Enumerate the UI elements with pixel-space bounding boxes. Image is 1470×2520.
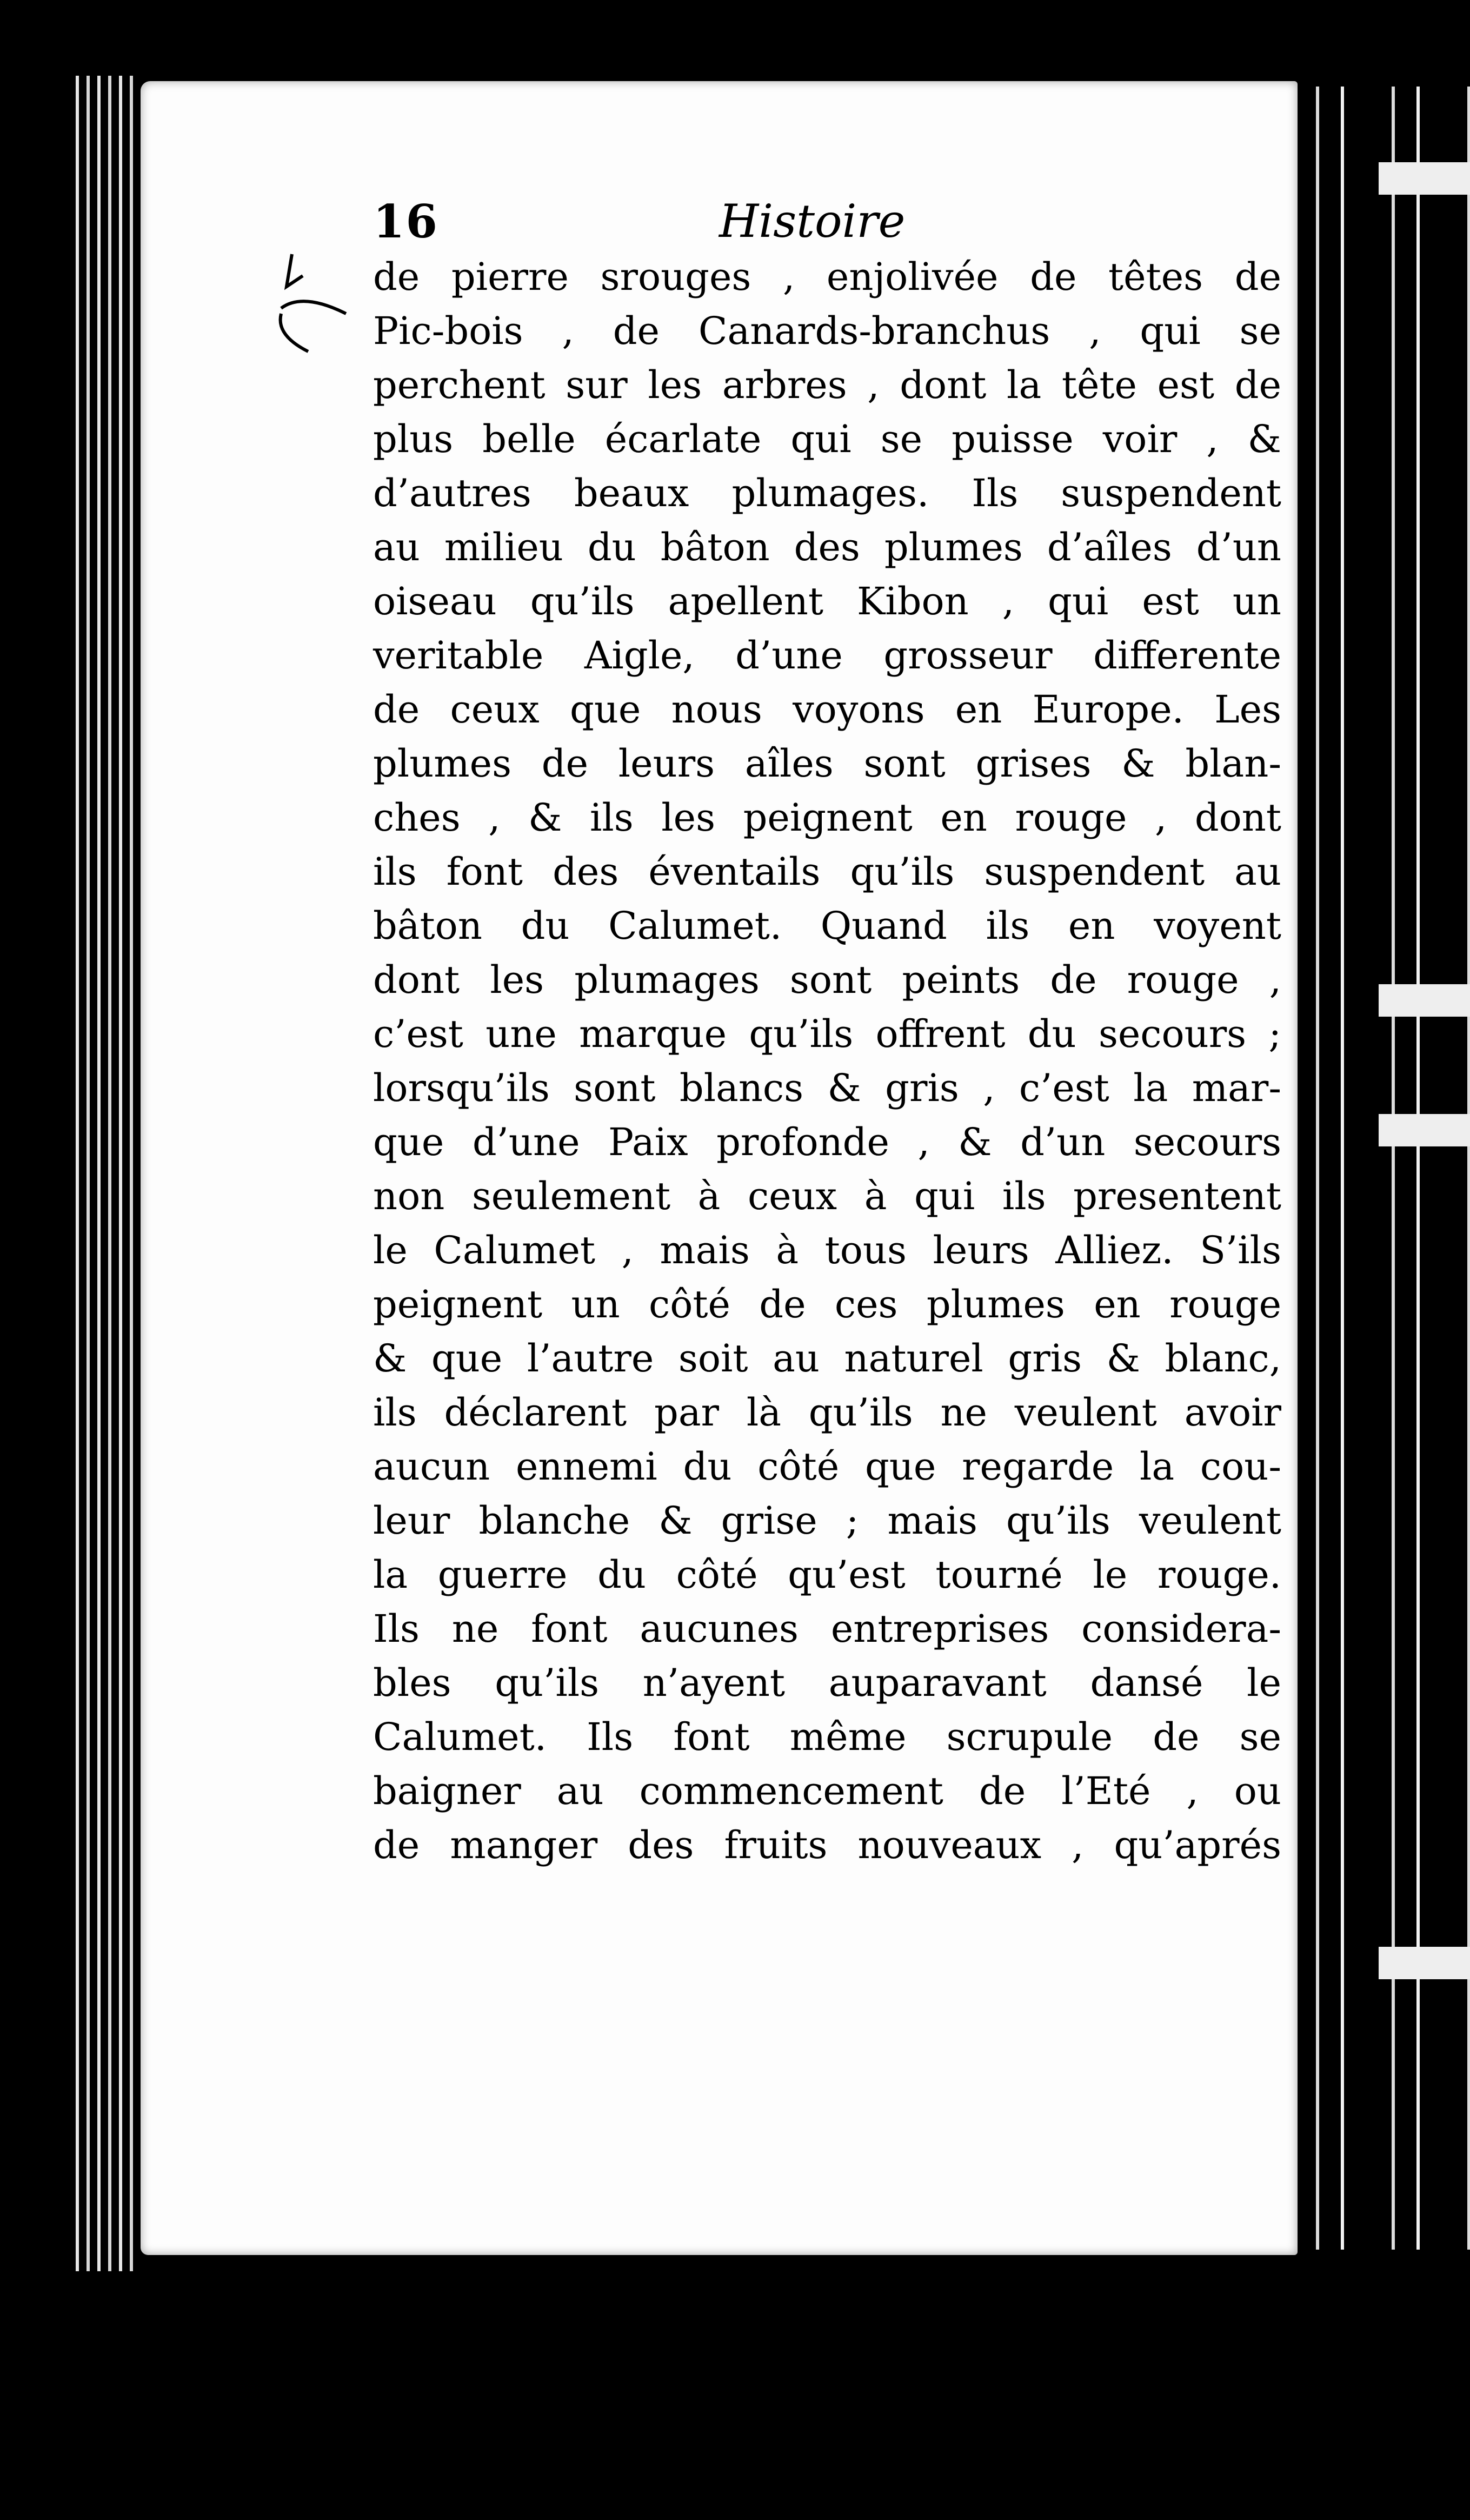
text-line: perchent sur les arbres , dont la tête est de bbox=[373, 363, 1281, 407]
page-number: 16 bbox=[373, 195, 438, 248]
text-line: que d’une Paix profonde , & d’un secours bbox=[373, 1120, 1281, 1164]
text-line: leur blanche & grise ; mais qu’ils veulent bbox=[373, 1498, 1281, 1543]
text-line: la guerre du côté qu’est tourné le rouge. bbox=[373, 1553, 1281, 1597]
text-line: bâton du Calumet. Quand ils en voyent bbox=[373, 904, 1281, 948]
text-line: ils déclarent par là qu’ils ne veulent avoir bbox=[373, 1390, 1281, 1435]
text-line: plus belle écarlate qui se puisse voir , & bbox=[373, 417, 1281, 461]
text-line: veritable Aigle, d’une grosseur differente bbox=[373, 633, 1281, 678]
text-line: le Calumet , mais à tous leurs Alliez. S’ils bbox=[373, 1228, 1281, 1272]
text-line: Ils ne font aucunes entreprises considera- bbox=[373, 1607, 1281, 1651]
text-line: c’est une marque qu’ils offrent du secours ; bbox=[373, 1012, 1281, 1056]
text-line: Calumet. Ils font même scrupule de se bbox=[373, 1715, 1281, 1759]
text-line: non seulement à ceux à qui ils presentent bbox=[373, 1174, 1281, 1218]
text-line: peignent un côté de ces plumes en rouge bbox=[373, 1282, 1281, 1327]
text-line: ils font des éventails qu’ils suspendent au bbox=[373, 850, 1281, 894]
book-left-edge bbox=[76, 76, 135, 2271]
text-line: oiseau qu’ils apellent Kibon , qui est un bbox=[373, 579, 1281, 624]
body-text bbox=[373, 250, 1281, 1872]
text-line: & que l’autre soit au naturel gris & blanc, bbox=[373, 1336, 1281, 1381]
text-line: lorsqu’ils sont blancs & gris , c’est la mar- bbox=[373, 1066, 1281, 1110]
text-line: baigner au commencement de l’Eté , ou bbox=[373, 1769, 1281, 1813]
text-line: Pic-bois , de Canards-branchus , qui se bbox=[373, 309, 1281, 353]
text-line: bles qu’ils n’ayent auparavant dansé le bbox=[373, 1661, 1281, 1705]
running-title: Histoire bbox=[719, 195, 906, 248]
text-line: aucun ennemi du côté que regarde la cou- bbox=[373, 1444, 1281, 1489]
text-line: de manger des fruits nouveaux , qu’aprés bbox=[373, 1823, 1281, 1867]
text-line: plumes de leurs aîles sont grises & blan- bbox=[373, 741, 1281, 786]
margin-annotation bbox=[270, 243, 357, 373]
text-line: au milieu du bâton des plumes d’aîles d’un bbox=[373, 525, 1281, 569]
text-line: dont les plumages sont peints de rouge , bbox=[373, 958, 1281, 1002]
text-line: d’autres beaux plumages. Ils suspendent bbox=[373, 471, 1281, 515]
book-right-edge bbox=[1298, 87, 1470, 2250]
text-line: de pierre srouges , enjolivée de têtes de bbox=[373, 255, 1281, 299]
text-line: de ceux que nous voyons en Europe. Les bbox=[373, 687, 1281, 732]
page-header bbox=[373, 195, 1292, 254]
text-line: ches , & ils les peignent en rouge , dont bbox=[373, 795, 1281, 840]
ink-mark bbox=[746, 2488, 779, 2520]
